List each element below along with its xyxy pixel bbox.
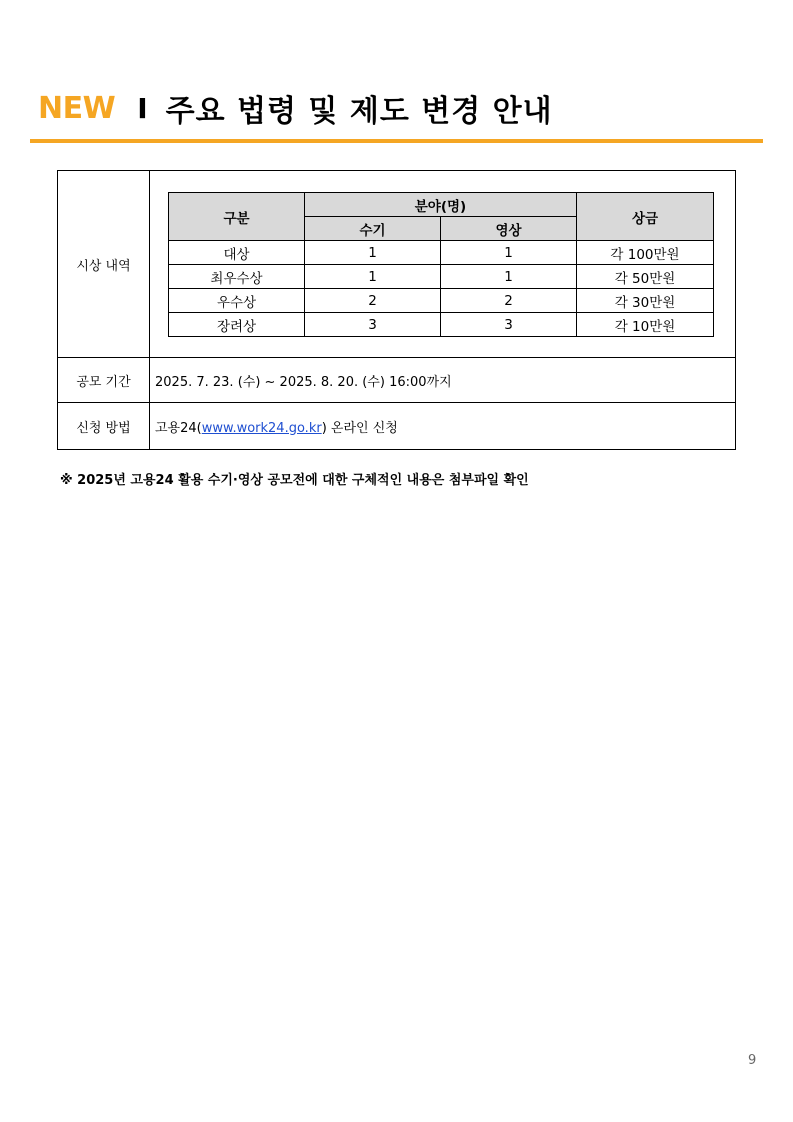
table-row xyxy=(169,241,714,265)
awards-row xyxy=(58,171,736,358)
award-prize: 각 50만원 xyxy=(577,265,714,289)
page-number: 9 xyxy=(748,1053,757,1068)
award-category: 대상 xyxy=(169,241,305,265)
page-title: 주요 법령 및 제도 변경 안내 xyxy=(165,94,553,129)
award-prize: 각 10만원 xyxy=(577,313,714,337)
new-badge: NEW xyxy=(38,90,116,126)
award-video-count: 3 xyxy=(441,313,577,337)
header-field: 분야(명) xyxy=(305,193,577,217)
page-header xyxy=(38,88,553,128)
header-essay: 수기 xyxy=(305,217,441,241)
table-row xyxy=(169,289,714,313)
apply-prefix: 고용24( xyxy=(155,420,202,436)
attachment-note: ※ 2025년 고용24 활용 수기·영상 공모전에 대한 구체적인 내용은 첨부파일 확인 xyxy=(60,473,529,488)
header-prize: 상금 xyxy=(577,193,714,241)
awards-table xyxy=(168,192,714,337)
award-video-count: 1 xyxy=(441,241,577,265)
table-row xyxy=(169,313,714,337)
awards-cell xyxy=(150,171,736,358)
award-essay-count: 2 xyxy=(305,289,441,313)
period-value: 2025. 7. 23. (수) ~ 2025. 8. 20. (수) 16:00까지 xyxy=(150,358,736,403)
award-essay-count: 1 xyxy=(305,241,441,265)
award-video-count: 2 xyxy=(441,289,577,313)
award-category: 우수상 xyxy=(169,289,305,313)
award-video-count: 1 xyxy=(441,265,577,289)
work24-link[interactable]: www.work24.go.kr xyxy=(201,420,322,436)
apply-label: 신청 방법 xyxy=(58,403,150,450)
table-row xyxy=(169,265,714,289)
award-category: 최우수상 xyxy=(169,265,305,289)
award-prize: 각 30만원 xyxy=(577,289,714,313)
header-rule xyxy=(30,139,763,143)
period-label: 공모 기간 xyxy=(58,358,150,403)
apply-value xyxy=(150,403,736,450)
award-prize: 각 100만원 xyxy=(577,241,714,265)
period-row xyxy=(58,358,736,403)
apply-suffix: ) 온라인 신청 xyxy=(321,420,398,436)
contest-info-table xyxy=(57,170,736,450)
apply-row xyxy=(58,403,736,450)
award-essay-count: 1 xyxy=(305,265,441,289)
award-essay-count: 3 xyxy=(305,313,441,337)
header-separator: I xyxy=(137,91,148,125)
header-category: 구분 xyxy=(169,193,305,241)
award-category: 장려상 xyxy=(169,313,305,337)
awards-label: 시상 내역 xyxy=(58,171,150,358)
header-video: 영상 xyxy=(441,217,577,241)
